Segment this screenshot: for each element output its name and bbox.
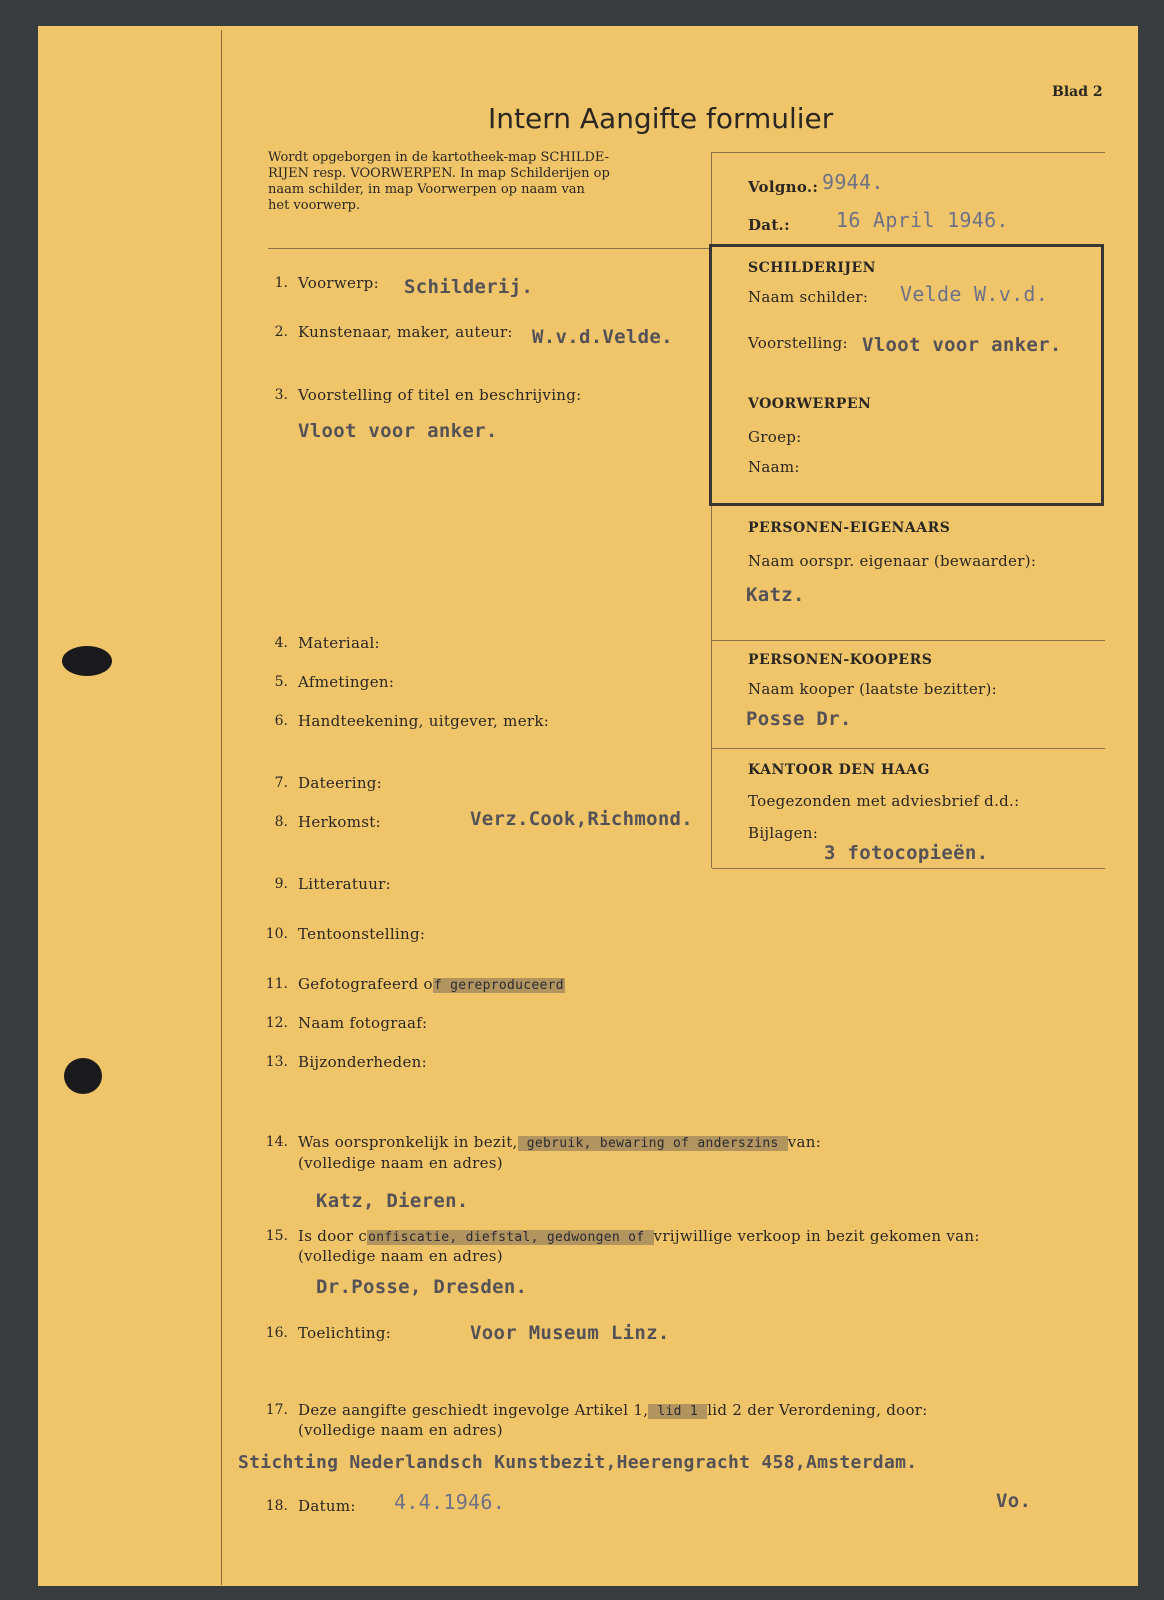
koopers-heading: PERSONEN-KOOPERS — [748, 652, 933, 668]
field-7-number: 7. — [274, 775, 288, 791]
field-16-value: Voor Museum Linz. — [470, 1322, 670, 1344]
eigenaars-heading: PERSONEN-EIGENAARS — [748, 520, 951, 536]
field-14-struck-text: gebruik, bewaring of anderszins — [518, 1136, 787, 1151]
field-4-label: Materiaal: — [298, 634, 380, 652]
koopers-rule — [712, 748, 1105, 749]
field-12-number: 12. — [265, 1015, 288, 1031]
volgno-value: 9944. — [822, 170, 884, 194]
field-17-label: Deze aangifte geschiedt ingevolge Artikel 1, lid 1 lid 2 der Verordening, door: — [298, 1401, 928, 1419]
punch-hole-bottom — [64, 1058, 102, 1094]
field-14-number: 14. — [265, 1134, 288, 1150]
field-1-label: Voorwerp: — [298, 274, 379, 292]
field-3-label: Voorstelling of titel en beschrijving: — [298, 386, 582, 404]
schilderijen-heading: SCHILDERIJEN — [748, 260, 876, 276]
field-17-value: Stichting Nederlandsch Kunstbezit,Heerengracht 458,Amsterdam. — [238, 1452, 918, 1473]
field-18-number: 18. — [265, 1498, 288, 1514]
header-box-top — [712, 152, 1105, 153]
field-15-sub: (volledige naam en adres) — [298, 1247, 503, 1265]
field-5-label: Afmetingen: — [298, 673, 395, 691]
field-15-struck-text: onfiscatie, diefstal, gedwongen of — [368, 1230, 653, 1245]
field-3-number: 3. — [274, 387, 288, 403]
field-10-label: Tentoonstelling: — [298, 925, 426, 943]
kantoor-rule — [712, 868, 1105, 869]
field-9-label: Litteratuur: — [298, 875, 391, 893]
field-12-label: Naam fotograaf: — [298, 1014, 428, 1032]
field-1-number: 1. — [274, 275, 288, 291]
voorstelling-label: Voorstelling: — [748, 334, 848, 352]
right-column-line — [711, 506, 712, 868]
eigenaar-label: Naam oorspr. eigenaar (bewaarder): — [748, 552, 1037, 570]
voorwerpen-heading: VOORWERPEN — [748, 396, 872, 412]
field-11-struck-text: f gereproduceerd — [433, 978, 564, 993]
signer-initials: Vo. — [996, 1490, 1032, 1512]
field-11-number: 11. — [265, 976, 288, 992]
field-18-label: Datum: — [298, 1497, 356, 1515]
field-14-sub: (volledige naam en adres) — [298, 1154, 503, 1172]
field-6-label: Handteekening, uitgever, merk: — [298, 712, 550, 730]
field-16-label: Toelichting: — [298, 1324, 392, 1342]
form-title: Intern Aangifte formulier — [488, 102, 834, 135]
sheet-number: Blad 2 — [1052, 84, 1103, 100]
bijlagen-value: 3 fotocopieën. — [824, 842, 989, 864]
field-14-label: Was oorspronkelijk in bezit, gebruik, bewaring of anderszins van: — [298, 1133, 822, 1151]
field-16-number: 16. — [265, 1325, 288, 1341]
bijlagen-label: Bijlagen: — [748, 824, 819, 842]
kooper-label: Naam kooper (laatste bezitter): — [748, 680, 997, 698]
kooper-value: Posse Dr. — [746, 708, 852, 730]
eigenaars-rule — [712, 640, 1105, 641]
punch-hole-top — [62, 646, 112, 676]
field-2-value: W.v.d.Velde. — [532, 326, 673, 348]
field-6-number: 6. — [274, 713, 288, 729]
naam-schilder-label: Naam schilder: — [748, 288, 869, 306]
field-5-number: 5. — [274, 674, 288, 690]
voorstelling-value: Vloot voor anker. — [862, 334, 1062, 356]
field-17-sub: (volledige naam en adres) — [298, 1421, 503, 1439]
field-2-number: 2. — [274, 324, 288, 340]
field-18-value: 4.4.1946. — [394, 1490, 506, 1514]
groep-label: Groep: — [748, 428, 802, 446]
field-17-number: 17. — [265, 1402, 288, 1418]
field-11-label: Gefotografeerd of gereproduceerd — [298, 975, 564, 993]
field-8-value: Verz.Cook,Richmond. — [470, 808, 694, 830]
eigenaar-value: Katz. — [746, 584, 805, 606]
field-8-number: 8. — [274, 814, 288, 830]
field-17-struck-text: lid 1 — [649, 1404, 707, 1419]
field-1-value: Schilderij. — [404, 276, 534, 298]
field-15-label: Is door confiscatie, diefstal, gedwongen of vrijwillige verkoop in bezit gekomen van: — [298, 1227, 980, 1245]
field-15-number: 15. — [265, 1228, 288, 1244]
field-8-label: Herkomst: — [298, 813, 381, 831]
header-box-left — [711, 152, 712, 248]
volgno-label: Volgno.: — [748, 178, 819, 196]
field-13-label: Bijzonderheden: — [298, 1053, 427, 1071]
dat-label: Dat.: — [748, 216, 790, 234]
field-10-number: 10. — [265, 926, 288, 942]
field-9-number: 9. — [274, 876, 288, 892]
field-7-label: Dateering: — [298, 774, 383, 792]
toegezonden-label: Toegezonden met adviesbrief d.d.: — [748, 792, 1020, 810]
binding-margin-line — [221, 30, 222, 1585]
field-3-value: Vloot voor anker. — [298, 420, 498, 442]
dat-value: 16 April 1946. — [836, 208, 1009, 232]
field-14-value: Katz, Dieren. — [316, 1190, 469, 1212]
field-15-value: Dr.Posse, Dresden. — [316, 1276, 528, 1298]
voorwerp-naam-label: Naam: — [748, 458, 800, 476]
field-2-label: Kunstenaar, maker, auteur: — [298, 323, 513, 341]
naam-schilder-value: Velde W.v.d. — [900, 282, 1049, 306]
field-13-number: 13. — [265, 1054, 288, 1070]
field-4-number: 4. — [274, 635, 288, 651]
intro-text: Wordt opgeborgen in de kartotheek-map SCHILDE- RIJEN resp. VOORWERPEN. In map Schilderijen op naam schilder, in map Voorwerpen op naam van het voorwerp. — [268, 150, 610, 213]
kantoor-heading: KANTOOR DEN HAAG — [748, 762, 930, 778]
header-rule — [268, 248, 710, 249]
